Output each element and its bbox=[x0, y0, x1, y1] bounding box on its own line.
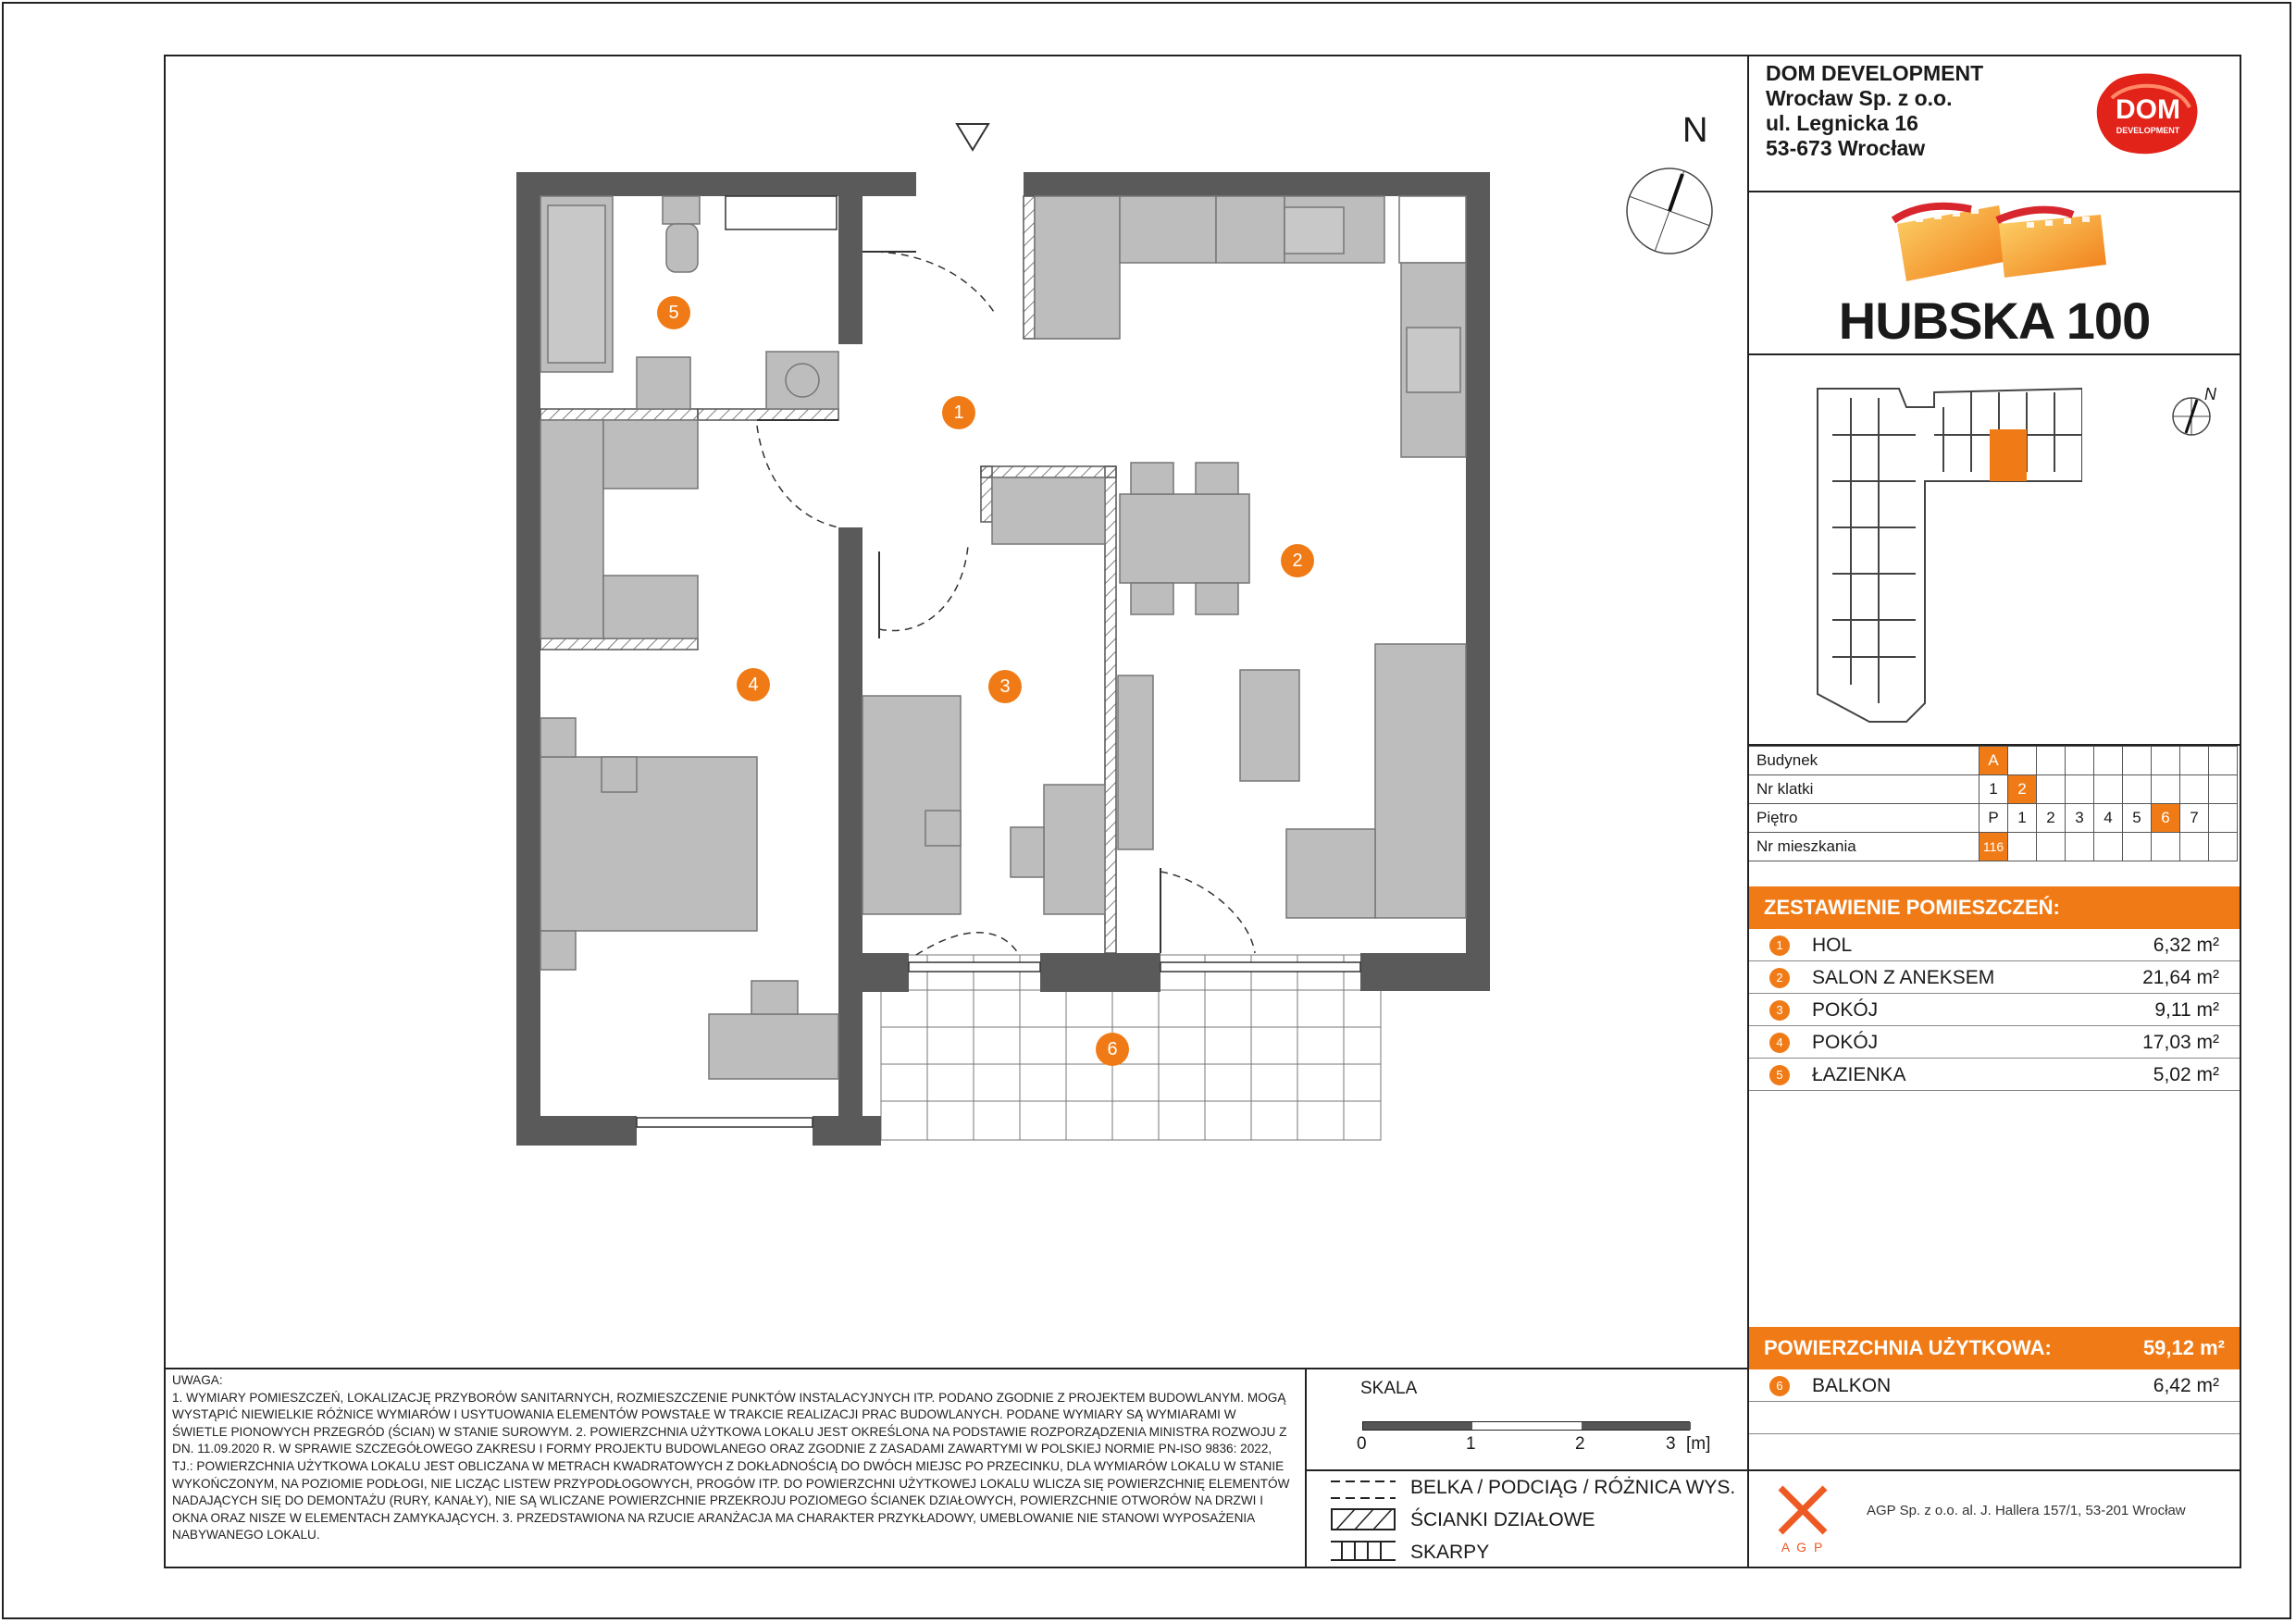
room-area: 6,42 m² bbox=[2153, 1375, 2219, 1396]
compass-icon bbox=[1625, 167, 1714, 260]
room-number-badge: 3 bbox=[1769, 1000, 1790, 1021]
room-marker-5: 5 bbox=[657, 296, 690, 329]
scale-tick: 3 bbox=[1666, 1434, 1676, 1454]
company-name: DOM DEVELOPMENT bbox=[1766, 61, 1984, 85]
room-area: 21,64 m² bbox=[2142, 967, 2219, 988]
room-number-badge: 2 bbox=[1769, 968, 1790, 988]
cell-apartment: 116 bbox=[1980, 833, 2008, 861]
room-name: SALON Z ANEKSEM bbox=[1812, 967, 1995, 988]
room-area: 6,32 m² bbox=[2153, 935, 2219, 956]
key-plan bbox=[1814, 379, 2082, 736]
cell-floor: 6 bbox=[2152, 804, 2180, 833]
empty-row bbox=[1749, 1402, 2240, 1434]
row-apartment bbox=[1749, 833, 2238, 861]
agp-address: AGP Sp. z o.o. al. J. Hallera 157/1, 53-201 Wrocław bbox=[1867, 1503, 2186, 1518]
project-name: HUBSKA 100 bbox=[1838, 291, 2151, 350]
cell-floor: P bbox=[1980, 804, 2008, 833]
room-number-badge: 5 bbox=[1769, 1065, 1790, 1085]
notes-text: 1. WYMIARY POMIESZCZEŃ, LOKALIZACJĘ PRZYBORÓW SANITARNYCH, ROZMIESZCZENIE PUNKTÓW INSTALACYJNYCH ITP. PODANO ZGODNIE Z PROJEKTEM BUDOWLANYM. MOGĄ WYSTĄPIĆ NIEWIELKIE RÓŻNICE WYMIARÓW I USYTUOWANIA ELEMENTÓW POWSTAŁE W TRAKCIE REALIZACJI PRAC BUDOWLANYCH. PODANE WYMIARY SĄ WYMIARAMI W ŚWIETLE PIONOWYCH PRZEGRÓD (ŚCIAN) W STANIE SUROWYM. 2. POWIERZCHNIA UŻYTKOWA LOKALU JEST OKREŚLONA NA PODSTAWIE ROZPORZĄDZENIA MINISTRA ROZWOJU Z DN. 11.09.2020 R. W SPRAWIE SZCZEGÓŁOWEGO ZAKRESU I FORMY PROJEKTU BUDOWLANEGO ORAZ ZGODNIE Z ZASADAMI ZAWARTYMI W POLSKIEJ NORMIE PN-ISO 9836: 2022, TJ.: POWIERZCHNIA UŻYTKOWA LOKALU JEST OBLICZANA W METRACH KWADRATOWYCH Z DOKŁADNOŚCIĄ DO DWÓCH MIEJSC PO PRZECINKU, DLA WYMIARÓW LOKALU W STANIE WYKOŃCZONYM, NA POZIOMIE PODŁOGI, NIE LICZĄC LISTEW PRZYPODŁOGOWYCH, PROGÓW ITP. DO POWIERZCHNI UŻYTKOWEJ LOKALU WLICZA SIĘ POWIERZCHNIĘ ELEMENTÓW NADAJĄCYCH SIĘ DO DEMONTAŻU (RURY, KANAŁY), NIE SĄ WLICZANE POWIERZCHNIE PRZEKROJU POZIOMEGO ŚCIANEK DZIAŁOWYCH, POWIERZCHNIE OTWORÓW NA DRZWI I OKNA ORAZ NISZE W ELEMENTACH ZAMYKAJĄCYCH. 3. PRZEDSTAWIONA NA RZUCIE ARANŻACJA MA CHARAKTER PRZYKŁADOWY, UMEBLOWANIE NIE STANOWI WYPOSAŻENIA NABYWANEGO LOKALU. bbox=[172, 1390, 1290, 1542]
legend-slope-icon bbox=[1331, 1540, 1396, 1567]
mini-compass bbox=[2171, 385, 2217, 439]
room-row bbox=[1749, 961, 2240, 994]
legend-separator bbox=[1305, 1469, 1749, 1471]
company-logo bbox=[2093, 70, 2203, 159]
scale-tick: 2 bbox=[1575, 1434, 1585, 1454]
room-marker-4: 4 bbox=[737, 668, 770, 701]
room-name: BALKON bbox=[1812, 1375, 1892, 1396]
cell-floor: 1 bbox=[2008, 804, 2037, 833]
agp-letters: A G P bbox=[1781, 1540, 1825, 1555]
cell-staircase: 1 bbox=[1980, 775, 2008, 804]
notes bbox=[172, 1372, 1294, 1544]
notes-separator bbox=[164, 1368, 1748, 1369]
unit-table bbox=[1749, 746, 2238, 861]
company-city: 53-673 Wrocław bbox=[1766, 136, 1926, 160]
scale-segment bbox=[1582, 1422, 1691, 1430]
legend-beam-icon bbox=[1331, 1479, 1396, 1505]
room-number-badge: 6 bbox=[1769, 1376, 1790, 1396]
panel-line bbox=[1747, 353, 2241, 355]
room-area: 5,02 m² bbox=[2153, 1064, 2219, 1085]
mini-compass-label: N bbox=[2204, 385, 2216, 403]
room-row bbox=[1749, 929, 2240, 961]
room-number-badge: 1 bbox=[1769, 935, 1790, 956]
legend-slope-label: SKARPY bbox=[1410, 1542, 1490, 1563]
scale-tick: 0 bbox=[1357, 1434, 1367, 1454]
room-marker-6: 6 bbox=[1096, 1033, 1129, 1066]
scale-tick: 1 bbox=[1466, 1434, 1476, 1454]
cell-floor: 3 bbox=[2066, 804, 2094, 833]
label-building: Budynek bbox=[1749, 747, 1980, 775]
label-apartment: Nr mieszkania bbox=[1749, 833, 1980, 861]
room-marker-3: 3 bbox=[988, 670, 1022, 703]
scale-separator bbox=[1305, 1368, 1307, 1568]
panel-line bbox=[1747, 191, 2241, 192]
scale-title: SKALA bbox=[1360, 1379, 1418, 1398]
label-staircase: Nr klatki bbox=[1749, 775, 1980, 804]
room-marker-1: 1 bbox=[942, 396, 975, 429]
project-film-logo bbox=[1888, 196, 2110, 289]
company-street: ul. Legnicka 16 bbox=[1766, 111, 1918, 135]
legend-beam-label: BELKA / PODCIĄG / RÓŻNICA WYS. bbox=[1410, 1477, 1736, 1498]
rooms-header bbox=[1749, 886, 2240, 929]
logo-text: DOM bbox=[2116, 94, 2180, 125]
scale-unit: [m] bbox=[1686, 1434, 1711, 1454]
usable-area-bar bbox=[1749, 1327, 2240, 1369]
balcony-row bbox=[1749, 1369, 2240, 1402]
compass-label: N bbox=[1682, 111, 1708, 150]
scale-bar bbox=[1362, 1421, 1690, 1431]
room-number-badge: 4 bbox=[1769, 1033, 1790, 1053]
label-floor: Piętro bbox=[1749, 804, 1980, 833]
agp-logo bbox=[1775, 1484, 1831, 1558]
room-area: 17,03 m² bbox=[2142, 1032, 2219, 1053]
cell-floor: 4 bbox=[2094, 804, 2123, 833]
room-name: ŁAZIENKA bbox=[1812, 1064, 1906, 1085]
company-line: Wrocław Sp. z o.o. bbox=[1766, 86, 1953, 110]
usable-area-value: 59,12 m² bbox=[2142, 1336, 2225, 1359]
room-name: HOL bbox=[1812, 935, 1853, 956]
room-row bbox=[1749, 1059, 2240, 1091]
scale-segment bbox=[1363, 1422, 1472, 1430]
logo-subtext: DEVELOPMENT bbox=[2116, 126, 2180, 135]
row-building bbox=[1749, 747, 2238, 775]
row-staircase bbox=[1749, 775, 2238, 804]
room-marker-2: 2 bbox=[1281, 544, 1314, 577]
room-name: POKÓJ bbox=[1812, 999, 1879, 1021]
row-floor bbox=[1749, 804, 2238, 833]
cell-building: A bbox=[1980, 747, 2008, 775]
floor-plan bbox=[509, 111, 1508, 1152]
cell-staircase: 2 bbox=[2008, 775, 2037, 804]
room-row bbox=[1749, 1026, 2240, 1059]
cell-floor: 5 bbox=[2123, 804, 2152, 833]
cell-floor: 2 bbox=[2037, 804, 2066, 833]
legend-partition-label: ŚCIANKI DZIAŁOWE bbox=[1410, 1509, 1595, 1530]
notes-title: UWAGA: bbox=[172, 1373, 223, 1387]
room-area: 9,11 m² bbox=[2154, 999, 2219, 1021]
usable-area-label: POWIERZCHNIA UŻYTKOWA: bbox=[1764, 1336, 2052, 1359]
room-row bbox=[1749, 994, 2240, 1026]
company-address bbox=[1766, 61, 1983, 161]
legend-partition-icon bbox=[1331, 1508, 1396, 1535]
rooms-header-text: ZESTAWIENIE POMIESZCZEŃ: bbox=[1764, 896, 2060, 919]
panel-line bbox=[1747, 1469, 2241, 1471]
room-name: POKÓJ bbox=[1812, 1032, 1879, 1053]
cell-floor: 7 bbox=[2180, 804, 2209, 833]
